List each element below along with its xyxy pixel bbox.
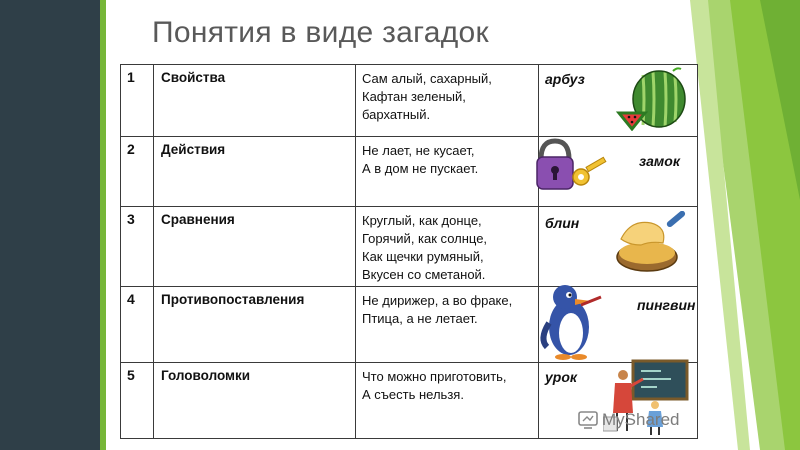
row-number: 5 [121,363,154,439]
table-row [121,287,698,363]
table-row [121,65,698,137]
row-number: 1 [121,65,154,137]
left-green-accent [100,0,106,450]
row-number: 4 [121,287,154,363]
riddle-text: Что можно приготовить, А съесть нельзя. [356,363,539,439]
logo-text: MyShared [602,410,680,429]
table-row [121,137,698,207]
answer-cell [539,137,698,207]
right-green-decoration [690,0,800,450]
table-row [121,207,698,287]
riddle-text: Сам алый, сахарный, Кафтан зеленый, бархатный. [356,65,539,137]
answer-text: урок [545,369,577,385]
watermelon-icon [615,67,695,131]
lock-and-key-icon [531,135,611,201]
answer-text: блин [545,215,580,231]
riddle-text: Не дирижер, а во фраке, Птица, а не летает. [356,287,539,363]
concept-name: Головоломки [154,363,356,439]
answer-cell [539,207,698,287]
answer-cell [539,65,698,137]
myshared-logo [578,410,679,430]
answer-text: арбуз [545,71,585,87]
slide-title: Понятия в виде загадок [152,16,489,49]
answer-text: пингвин [637,297,696,313]
concept-name: Действия [154,137,356,207]
penguin-icon [535,283,611,363]
row-number: 3 [121,207,154,287]
riddle-text: Не лает, не кусает, А в дом не пускает. [356,137,539,207]
concept-name: Свойства [154,65,356,137]
riddle-text: Круглый, как донце, Горячий, как солнце, Как щечки румяный, Вкусен со сметаной. [356,207,539,287]
myshared-logo-icon [578,411,598,429]
pancake-pan-icon [611,211,695,277]
row-number: 2 [121,137,154,207]
riddles-table [120,64,698,439]
left-dark-band [0,0,100,450]
answer-cell [539,287,698,363]
answer-text: замок [639,153,680,169]
concept-name: Сравнения [154,207,356,287]
concept-name: Противопоставления [154,287,356,363]
